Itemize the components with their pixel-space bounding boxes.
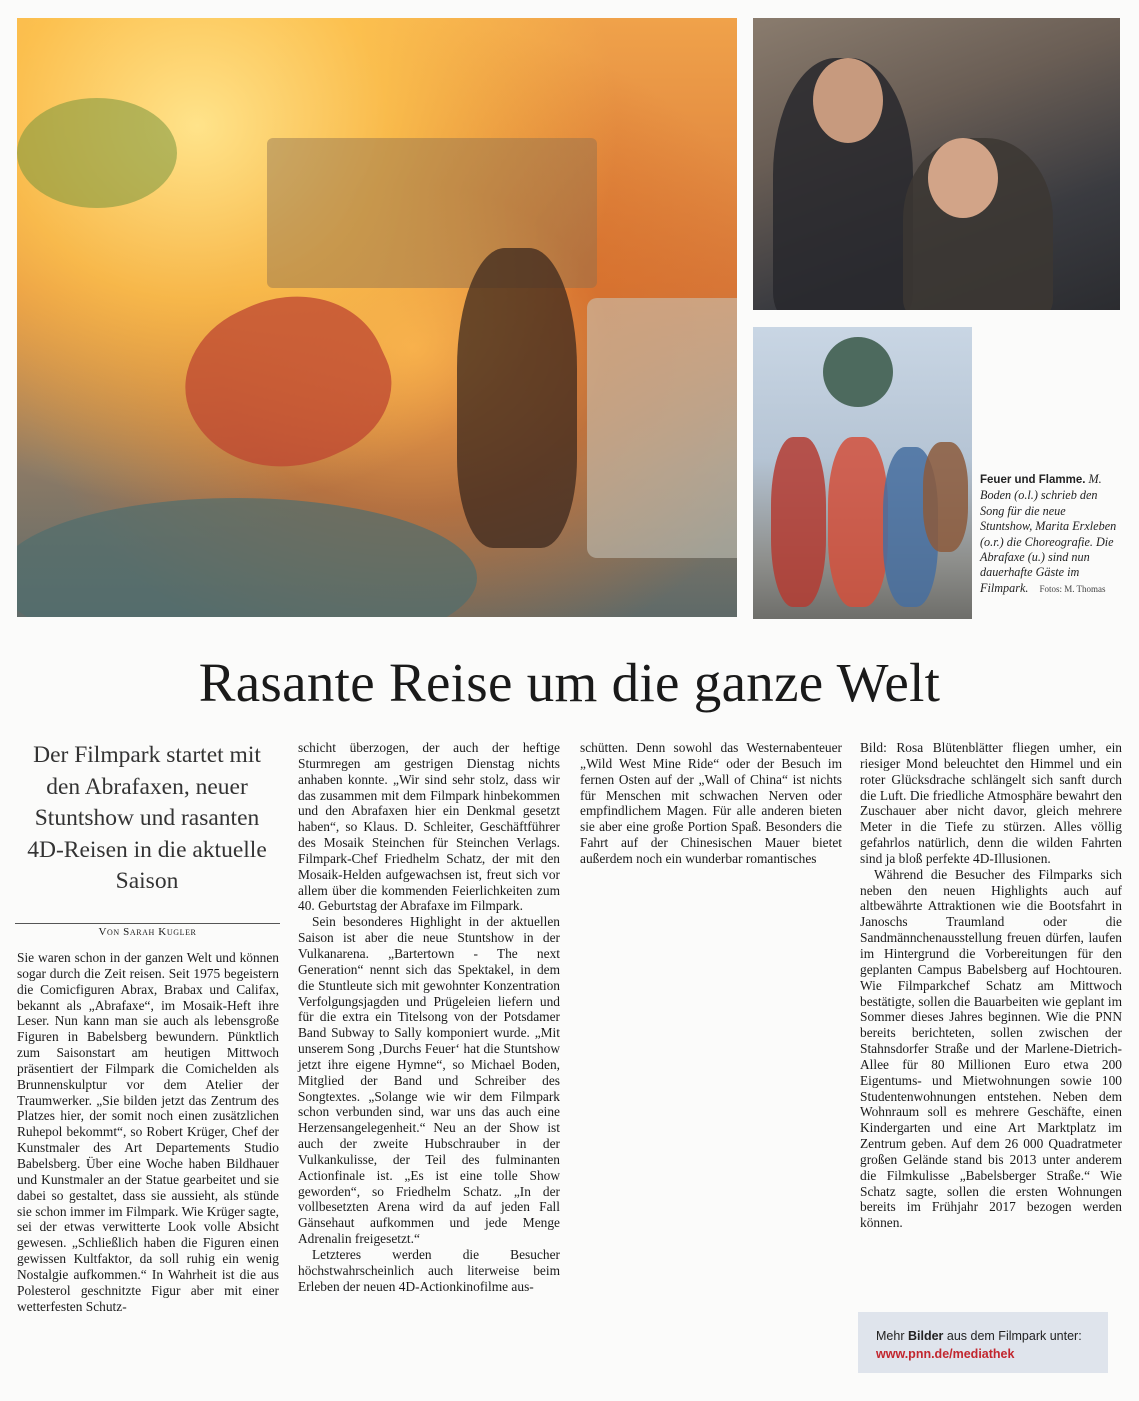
stuntshow-photo — [17, 18, 737, 617]
caption-text: M. Boden (o.l.) schrieb den Song für die neue Stuntshow, Marita Erxleben (o.r.) die Choreografie. Die Abrafaxe (u.) sind nun dauerhafte Gäste im Filmpark. — [980, 472, 1117, 595]
caption-title: Feuer und Flamme. — [980, 474, 1086, 486]
portrait-photo — [753, 18, 1120, 310]
article-column-4 — [860, 740, 1122, 1231]
promo-post: aus dem Filmpark unter: — [946, 1329, 1082, 1343]
paragraph: schicht überzogen, der auch der heftige Sturmregen am gestrigen Dienstag nichts anhaben konnte. „Wir sind sehr stolz, dass wir das zusammen mit dem Filmpark hinbekommen und den Abrafaxen hier ein Denkmal gesetzt haben“, so Klaus. D. Schleiter, Geschäftführer des Mosaik Steinchen für Steinchen Verlags. Filmpark-Chef Friedhelm Schatz, der mit den Mosaik-Helden aufgewachsen ist, freut sich vor allem über die kommenden Feierlichkeiten zum 40. Geburtstag der Abrafaxe im Filmpark. — [298, 740, 560, 914]
photo-caption — [980, 472, 1120, 597]
paragraph: schütten. Denn sowohl das Westernabenteuer „Wild West Mine Ride“ oder der Besuch im fernen Osten auf der „Wall of China“ ist nichts für Menschen mit schwachen Nerven oder empfindlichem Magen. Für alle anderen bieten sie aber eine große Portion Spaß. Besonders die Fahrt auf der Chinesischen Mauer bietet außerdem noch ein wunderbar romantisches — [580, 740, 842, 866]
byline-divider — [15, 923, 280, 924]
promo-box — [858, 1312, 1108, 1373]
paragraph: Bild: Rosa Blütenblätter fliegen umher, ein riesiger Mond beleuchtet den Himmel und ein roter Glücksdrache schlängelt sich sanft durch die Luft. Die friedliche Atmosphäre bewahrt den Zuschauer aber nicht davor, gleich mehrere Meter in die Tiefe zu stürzen. Alles völlig gefahrlos natürlich, denn die wilden Fahrten sind ja bloß perfekte 4D-Illusionen. — [860, 740, 1122, 866]
teaser: Der Filmpark startet mit den Abrafaxen, neuer Stuntshow und rasanten 4D-Reisen in die aktuelle Saison — [27, 742, 267, 894]
promo-link[interactable]: www.pnn.de/mediathek — [876, 1347, 1015, 1361]
byline: Von Sarah Kugler — [98, 926, 197, 938]
article-column-3 — [580, 740, 842, 867]
paragraph: Sein besonderes Highlight in der aktuellen Saison ist aber die neue Stuntshow in der Vulkanarena. „Bartertown - The next Generation“ nennt sich das Spektakel, in dem die Stuntleute sich mit gewohnter Konzentration Verfolgungsjagden und Prügeleien liefern und für die extra ein Titelsong von der Potsdamer Band Subway to Sally komponiert wurde. „Mit unserem Song ‚Durchs Feuer‘ hat die Stuntshow jetzt ihre eigene Hymne“, so Michael Boden, Mitglied der Band und Schreiber des Songtextes. „Solange wie wir dem Filmpark schon verbunden sind, war uns das auch eine Herzensangelegenheit.“ Neu an der Show ist auch der zweite Hubschrauber in der Vulkankulisse, der Teil des fulminanten Actionfinale ist. „Es ist eine tolle Show geworden“, so Friedhelm Schatz. „In der vollbesetzten Arena wird da auf jeden Fall Gänsehaut aufkommen und jede Menge Adrenalin freigesetzt.“ — [298, 914, 560, 1247]
headline: Rasante Reise um die ganze Welt — [198, 652, 941, 713]
promo-pre: Mehr — [876, 1329, 905, 1343]
promo-bold: Bilder — [907, 1329, 944, 1343]
article-column-1 — [17, 950, 279, 1314]
abrafaxe-photo — [753, 327, 972, 619]
paragraph: Sie waren schon in der ganzen Welt und können sogar durch die Zeit reisen. Seit 1975 begeistern die Comicfiguren Abrax, Brabax und Califax, bekannt als „Abrafaxe“, im Mosaik-Heft ihre Leser. Nun kann man sie auch als lebensgroße Figuren in Babelsberg bewundern. Pünktlich zum Saisonstart am heutigen Mittwoch präsentiert der Filmpark die Comichelden als Brunnenskulptur vor dem Atelier der Traumwerker. „Sie bilden jetzt das Zentrum des Platzes hier, der somit noch einen zusätzlichen Ruhepol bekommt“, so Robert Krüger, Chef der Kunstmaler des Art Departements Studio Babelsberg. Über eine Woche haben Bildhauer und Kunstmaler an der Statue gearbeitet und sie dabei so gestaltet, dass sie aussieht, als stünde sie schon immer im Filmpark. Wie Krüger sagte, sei der etwas verwitterte Look volle Absicht gewesen. „Schließlich haben die Figuren einen gewissen Kultfaktor, da soll ruhig ein wenig Nostalgie aufkommen.“ In Wahrheit ist die aus Polesterol geschnitzte Figur aber mit einer wetterfesten Schutz- — [17, 950, 279, 1314]
paragraph: Letzteres werden die Besucher höchstwahrscheinlich auch literweise beim Erleben der neuen 4D-Actionkinofilme aus- — [298, 1247, 560, 1294]
photo-credit: Fotos: M. Thomas — [1039, 583, 1106, 594]
article-column-2 — [298, 740, 560, 1295]
promo-text — [876, 1329, 1082, 1343]
paragraph: Während die Besucher des Filmparks sich neben den neuen Highlights auch auf altbewährte Attraktionen wie die Bootsfahrt in Janoschs Traumland oder die Sandmännchenausstellung freuen dürfen, laufen im Hintergrund die Vorbereitungen für den geplanten Campus Babelsberg auf Hochtouren. Wie Filmparkchef Schatz am Mittwoch bestätigte, sollen die Bauarbeiten wie geplant im Sommer dieses Jahres beginnen. Wie die PNN bereits berichteten, sollen zwischen der Stahnsdorfer Straße und der Marlene-Dietrich-Allee für 80 Millionen Euro etwa 200 Eigentums- und Mietwohnungen sowie 100 Studentenwohnungen entstehen. Neben dem Wohnraum soll es mehrere Geschäfte, einen Kindergarten und eine Art Marktplatz im Zentrum geben. Auf dem 26 000 Quadratmeter großen Gelände stand bis 2013 unter anderem die Filmkulisse „Babelsberger Straße.“ Wie Schatz sagte, sollen die ersten Wohnungen bereits im Frühjahr 2017 bezogen werden können. — [860, 866, 1122, 1231]
